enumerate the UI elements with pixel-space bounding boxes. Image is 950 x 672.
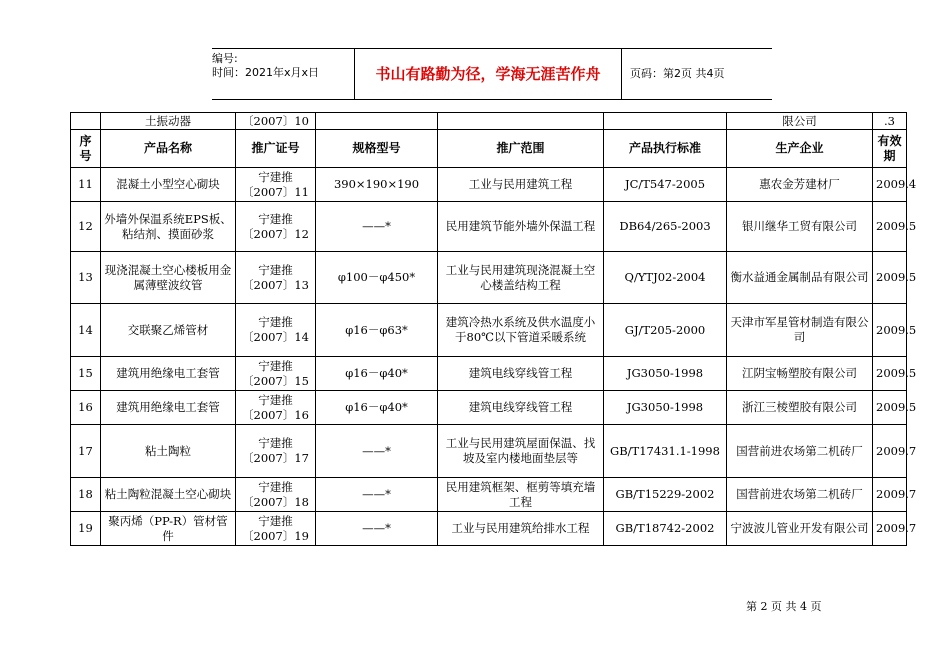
table-cell: 江阴宝畅塑胶有限公司 bbox=[727, 357, 873, 391]
header-row bbox=[71, 130, 907, 168]
table-cell: 银川继华工贸有限公司 bbox=[727, 202, 873, 252]
column-header: 序号 bbox=[71, 130, 101, 168]
header-meta bbox=[212, 49, 354, 102]
table-cell: 2009.5 bbox=[873, 357, 907, 391]
table-cell: φ16－φ40* bbox=[316, 357, 438, 391]
table-cell: 天津市军星管材制造有限公司 bbox=[727, 304, 873, 357]
table-row bbox=[71, 478, 907, 512]
table-cell: φ16－φ63* bbox=[316, 304, 438, 357]
table-cell: GB/T15229-2002 bbox=[604, 478, 727, 512]
column-header: 产品执行标准 bbox=[604, 130, 727, 168]
table-cell: JG3050-1998 bbox=[604, 357, 727, 391]
column-header: 推广范围 bbox=[438, 130, 604, 168]
table-cell: 17 bbox=[71, 425, 101, 478]
table-cell bbox=[316, 113, 438, 130]
table-cell: 宁建推〔2007〕12 bbox=[236, 202, 316, 252]
table-cell: 2009.5 bbox=[873, 391, 907, 425]
motto: 书山有路勤为径，学海无涯苦作舟 bbox=[354, 49, 622, 99]
table-cell: 宁建推〔2007〕14 bbox=[236, 304, 316, 357]
table-row bbox=[71, 425, 907, 478]
table-row bbox=[71, 304, 907, 357]
table-cell: 建筑电线穿线管工程 bbox=[438, 357, 604, 391]
table-cell: ——* bbox=[316, 478, 438, 512]
table-cell: ——* bbox=[316, 512, 438, 546]
table-cell: 2009.5 bbox=[873, 202, 907, 252]
table-cell: 390×190×190 bbox=[316, 168, 438, 202]
table-cell: GJ/T205-2000 bbox=[604, 304, 727, 357]
table-cell: 工业与民用建筑现浇混凝土空心楼盖结构工程 bbox=[438, 252, 604, 304]
table-row bbox=[71, 512, 907, 546]
product-table bbox=[70, 112, 917, 546]
table-cell: 16 bbox=[71, 391, 101, 425]
table-cell: 19 bbox=[71, 512, 101, 546]
table-cell: 宁建推〔2007〕19 bbox=[236, 512, 316, 546]
table-cell: 2009.5 bbox=[873, 304, 907, 357]
table-cell: 建筑用绝缘电工套管 bbox=[101, 357, 236, 391]
table-cell: 18 bbox=[71, 478, 101, 512]
table-cell: ——* bbox=[316, 202, 438, 252]
table-cell: 2009.7 bbox=[873, 512, 907, 546]
table-cell: 外墙外保温系统EPS板、粘结剂、摸面砂浆 bbox=[101, 202, 236, 252]
page-header bbox=[212, 48, 772, 100]
table-cell: 2009.5 bbox=[873, 252, 907, 304]
table-cell: 国营前进农场第二机砖厂 bbox=[727, 478, 873, 512]
table-cell: 土振动器 bbox=[101, 113, 236, 130]
table-cell: 宁波波儿管业开发有限公司 bbox=[727, 512, 873, 546]
table-cell: φ16－φ40* bbox=[316, 391, 438, 425]
table-cell: 2009.7 bbox=[873, 478, 907, 512]
table-cell: 建筑电线穿线管工程 bbox=[438, 391, 604, 425]
column-header: 有效期 bbox=[873, 130, 907, 168]
number-label: 编号: bbox=[212, 52, 238, 65]
table-cell: JC/T547-2005 bbox=[604, 168, 727, 202]
page-label: 页码：第2页 共4页 bbox=[630, 67, 725, 80]
table-cell: 粘土陶粒混凝土空心砌块 bbox=[101, 478, 236, 512]
table-cell: 宁建推〔2007〕17 bbox=[236, 425, 316, 478]
table-cell bbox=[71, 113, 101, 130]
table-cell: 宁建推〔2007〕16 bbox=[236, 391, 316, 425]
column-header: 推广证号 bbox=[236, 130, 316, 168]
column-header: 规格型号 bbox=[316, 130, 438, 168]
table-cell bbox=[438, 113, 604, 130]
table-cell: GB/T17431.1-1998 bbox=[604, 425, 727, 478]
page-footer: 第 2 页 共 4 页 bbox=[746, 600, 822, 613]
table-cell: 浙江三棱塑胶有限公司 bbox=[727, 391, 873, 425]
table-cell: 混凝土小型空心砌块 bbox=[101, 168, 236, 202]
table-cell: 12 bbox=[71, 202, 101, 252]
table-cell bbox=[604, 113, 727, 130]
table-cell: 2009.7 bbox=[873, 425, 907, 478]
table-cell: 2009.4 bbox=[873, 168, 907, 202]
table-row bbox=[71, 202, 907, 252]
table-cell: JG3050-1998 bbox=[604, 391, 727, 425]
table-cell: DB64/265-2003 bbox=[604, 202, 727, 252]
carryover-row bbox=[71, 113, 907, 130]
table-cell: 惠农金芳建材厂 bbox=[727, 168, 873, 202]
table-cell: 聚丙烯（PP-R）管材管件 bbox=[101, 512, 236, 546]
column-header: 产品名称 bbox=[101, 130, 236, 168]
table-row bbox=[71, 357, 907, 391]
table-cell: 民用建筑框架、框剪等填充墙工程 bbox=[438, 478, 604, 512]
table-cell: 交联聚乙烯管材 bbox=[101, 304, 236, 357]
table-cell: 〔2007〕10 bbox=[236, 113, 316, 130]
table-row bbox=[71, 168, 907, 202]
table-cell: 宁建推〔2007〕18 bbox=[236, 478, 316, 512]
table-cell: GB/T18742-2002 bbox=[604, 512, 727, 546]
table-cell: 限公司 bbox=[727, 113, 873, 130]
table-cell: 14 bbox=[71, 304, 101, 357]
column-header: 生产企业 bbox=[727, 130, 873, 168]
table-cell: Q/YTJ02-2004 bbox=[604, 252, 727, 304]
table-cell: 15 bbox=[71, 357, 101, 391]
table-cell: 宁建推〔2007〕13 bbox=[236, 252, 316, 304]
table-row bbox=[71, 252, 907, 304]
table-cell: 宁建推〔2007〕15 bbox=[236, 357, 316, 391]
table-cell: 现浇混凝土空心楼板用金属薄壁波纹管 bbox=[101, 252, 236, 304]
table-cell: 民用建筑节能外墙外保温工程 bbox=[438, 202, 604, 252]
table-cell: φ100－φ450* bbox=[316, 252, 438, 304]
table-row bbox=[71, 391, 907, 425]
table-cell: 宁建推〔2007〕11 bbox=[236, 168, 316, 202]
time-label: 时间：2021年x月x日 bbox=[212, 66, 320, 79]
table-cell: ——* bbox=[316, 425, 438, 478]
table-cell: 建筑用绝缘电工套管 bbox=[101, 391, 236, 425]
table-cell: 粘土陶粒 bbox=[101, 425, 236, 478]
table-cell: 建筑冷热水系统及供水温度小于80℃以下管道采暖系统 bbox=[438, 304, 604, 357]
table-cell: 工业与民用建筑屋面保温、找坡及室内楼地面垫层等 bbox=[438, 425, 604, 478]
table-cell: 国营前进农场第二机砖厂 bbox=[727, 425, 873, 478]
table-cell: .3 bbox=[873, 113, 907, 130]
table-cell: 衡水益通金属制品有限公司 bbox=[727, 252, 873, 304]
table-cell: 11 bbox=[71, 168, 101, 202]
table-cell: 工业与民用建筑工程 bbox=[438, 168, 604, 202]
table-cell: 工业与民用建筑给排水工程 bbox=[438, 512, 604, 546]
table-cell: 13 bbox=[71, 252, 101, 304]
